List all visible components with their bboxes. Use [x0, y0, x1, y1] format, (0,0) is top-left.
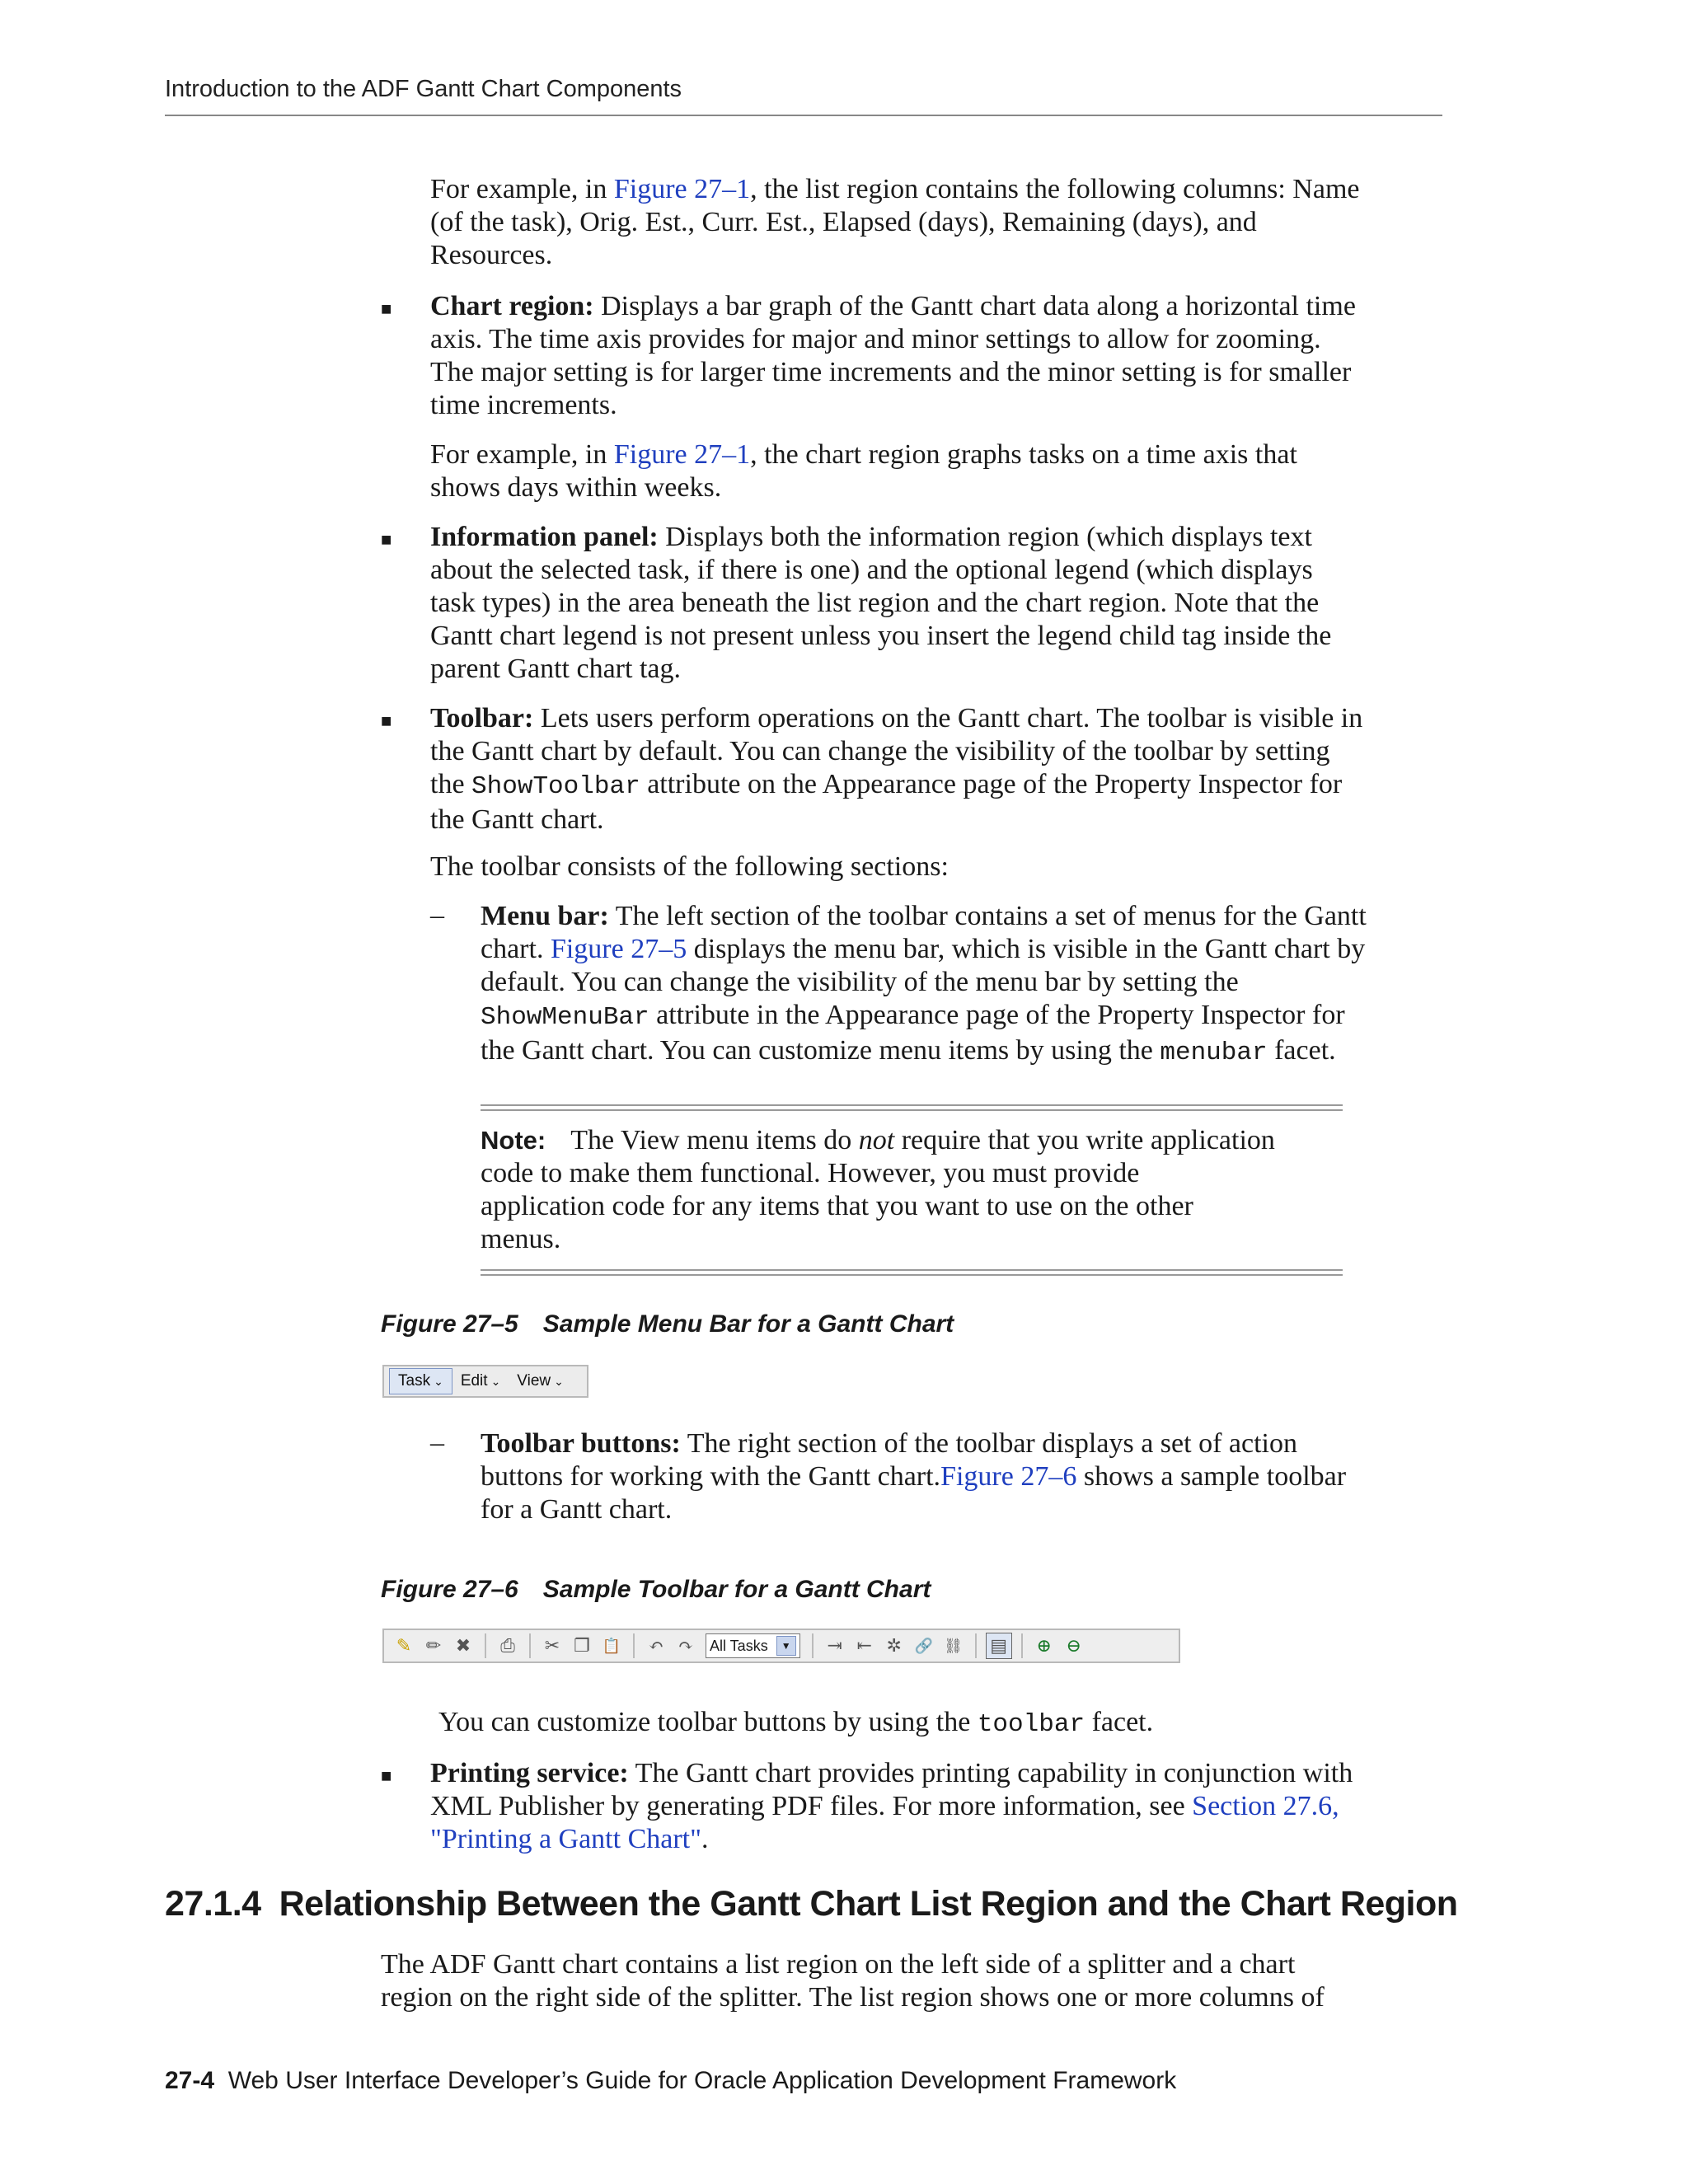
- print-icon[interactable]: ⎙: [500, 1635, 515, 1656]
- text: Displays a bar graph of the Gantt chart data along a horizontal time: [593, 291, 1356, 321]
- zoom-out-icon[interactable]: ⊖: [1066, 1635, 1081, 1656]
- cut-icon[interactable]: ✂: [544, 1635, 560, 1656]
- edit-icon[interactable]: ✏: [425, 1635, 442, 1656]
- indent-icon[interactable]: ⇥: [827, 1635, 842, 1656]
- text: , the list region contains the following columns: Name: [750, 174, 1360, 204]
- header-rule: [165, 115, 1442, 116]
- text: For example, in: [430, 174, 614, 204]
- note-box: [481, 1124, 1343, 1256]
- book-title: Web User Interface Developer’s Guide for Oracle Application Development Framework: [227, 2067, 1177, 2094]
- split-task-icon[interactable]: ✲: [886, 1635, 902, 1656]
- text: facet.: [1085, 1707, 1154, 1737]
- text: For example, in: [430, 439, 614, 470]
- note-rule-bottom: [481, 1269, 1343, 1271]
- intro-paragraph: [430, 173, 1444, 272]
- chart-region-item: [430, 290, 1444, 422]
- text: XML Publisher by generating PDF files. For more information, see: [430, 1791, 1193, 1821]
- toolbar-sections-text: The toolbar consists of the following sections:: [430, 851, 949, 882]
- text: the Gantt chart.: [430, 804, 604, 835]
- paste-icon[interactable]: 📋: [602, 1637, 621, 1654]
- text: about the selected task, if there is one) and the optional legend (which displays: [430, 555, 1313, 585]
- text: The Gantt chart provides printing capability in conjunction with: [628, 1758, 1353, 1788]
- unlink-icon[interactable]: ⛓: [944, 1637, 964, 1654]
- text: task types) in the area beneath the list region and the chart region. Note that the: [430, 588, 1320, 618]
- chevron-down-icon: ⌄: [434, 1374, 443, 1388]
- link-figure-27-5[interactable]: Figure 27–5: [550, 934, 687, 964]
- dash-marker: –: [430, 1427, 444, 1458]
- outdent-icon[interactable]: ⇤: [856, 1635, 872, 1656]
- bullet-icon: ■: [381, 529, 392, 550]
- figure-caption: [381, 1576, 931, 1604]
- text: Gantt chart legend is not present unless you insert the legend child tag inside the: [430, 621, 1332, 651]
- bullet-icon: ■: [381, 710, 392, 731]
- text: time increments.: [430, 390, 617, 420]
- zoom-in-icon[interactable]: ⊕: [1036, 1635, 1052, 1656]
- code: menubar: [1160, 1038, 1268, 1067]
- item-title: Information panel:: [430, 522, 659, 552]
- text: , the chart region graphs tasks on a time axis that: [750, 439, 1297, 470]
- text: The ADF Gantt chart contains a list region on the left side of a splitter and a chart: [381, 1949, 1296, 1980]
- text: You can customize toolbar buttons by using the: [438, 1707, 978, 1737]
- text: displays the menu bar, which is visible in the Gantt chart by: [687, 934, 1366, 964]
- running-header: Introduction to the ADF Gantt Chart Components: [165, 76, 682, 102]
- code: ShowToolbar: [471, 772, 640, 801]
- item-title: Chart region:: [430, 291, 594, 321]
- item-title: Toolbar:: [430, 703, 534, 733]
- text: region on the right side of the splitter. The list region shows one or more columns of: [381, 1982, 1325, 2013]
- item-title: Toolbar buttons:: [481, 1428, 681, 1459]
- menu-label: Edit: [460, 1372, 488, 1390]
- copy-icon[interactable]: ❐: [574, 1635, 590, 1656]
- section-paragraph: [381, 1948, 1444, 2014]
- customize-toolbar-text: [438, 1706, 1153, 1741]
- toolbar-item: [430, 702, 1444, 837]
- text: Resources.: [430, 240, 553, 270]
- dash-marker: –: [430, 900, 444, 930]
- text: Displays both the information region (which displays text: [658, 522, 1312, 552]
- code: toolbar: [977, 1710, 1085, 1739]
- emphasis: not: [858, 1125, 895, 1155]
- text: The right section of the toolbar displays a set of action: [680, 1428, 1297, 1459]
- page-footer: [165, 2067, 1176, 2095]
- menu-task[interactable]: [389, 1368, 452, 1394]
- link-figure-27-1[interactable]: Figure 27–1: [613, 439, 751, 470]
- link-printing-gantt-chart[interactable]: "Printing a Gantt Chart": [430, 1824, 701, 1854]
- text: The major setting is for larger time increments and the minor setting is for smaller: [430, 357, 1352, 387]
- properties-icon[interactable]: ▤: [986, 1633, 1012, 1659]
- chart-region-example: [430, 438, 1444, 504]
- task-filter-select[interactable]: [706, 1633, 800, 1658]
- figure-title: Sample Menu Bar for a Gantt Chart: [542, 1310, 954, 1338]
- text: buttons for working with the Gantt chart.: [481, 1461, 941, 1492]
- printing-service-item: [430, 1757, 1444, 1856]
- figure-number: Figure 27–6: [381, 1576, 518, 1603]
- menu-label: Task: [398, 1372, 431, 1390]
- new-task-icon[interactable]: ✎: [396, 1635, 412, 1656]
- toolbar-separator: [812, 1633, 814, 1658]
- text: menus.: [481, 1224, 561, 1254]
- text: The left section of the toolbar contains a set of menus for the Gantt: [608, 901, 1367, 931]
- bullet-icon: ■: [381, 1765, 392, 1786]
- toolbar-separator: [975, 1633, 977, 1658]
- toolbar-separator: [485, 1633, 486, 1658]
- item-title: Menu bar:: [481, 901, 609, 931]
- text: application code for any items that you want to use on the other: [481, 1191, 1193, 1221]
- menu-label: View: [517, 1372, 551, 1390]
- text: (of the task), Orig. Est., Curr. Est., Elapsed (days), Remaining (days), and: [430, 207, 1257, 237]
- toolbar-separator: [529, 1633, 531, 1658]
- select-value: All Tasks: [710, 1637, 768, 1654]
- section-number: 27.1.4: [165, 1884, 261, 1924]
- text: chart.: [481, 934, 551, 964]
- section-heading: [165, 1884, 1458, 1924]
- chevron-down-icon: ⌄: [554, 1374, 564, 1388]
- text: for a Gantt chart.: [481, 1494, 673, 1525]
- text: the: [430, 769, 472, 799]
- text: parent Gantt chart tag.: [430, 654, 681, 684]
- page-number: 27-4: [165, 2067, 215, 2094]
- sample-menu-bar: [382, 1365, 588, 1398]
- figure-title: Sample Toolbar for a Gantt Chart: [542, 1576, 931, 1603]
- text: Lets users perform operations on the Gantt chart. The toolbar is visible in: [533, 703, 1363, 733]
- delete-icon[interactable]: ✖: [455, 1635, 471, 1656]
- note-label: Note:: [481, 1126, 546, 1155]
- link-figure-27-6[interactable]: Figure 27–6: [940, 1461, 1077, 1492]
- text: facet.: [1267, 1035, 1336, 1066]
- figure-caption: [381, 1310, 954, 1338]
- link-section-27-6[interactable]: Section 27.6,: [1192, 1791, 1339, 1821]
- link-icon[interactable]: 🔗: [914, 1637, 933, 1654]
- figure-number: Figure 27–5: [381, 1310, 518, 1338]
- text: attribute in the Appearance page of the Property Inspector for: [649, 1000, 1345, 1030]
- menu-bar-item: [481, 900, 1445, 1070]
- bullet-icon: ■: [381, 298, 392, 319]
- toolbar-separator: [1021, 1633, 1023, 1658]
- redo-icon[interactable]: ↷: [678, 1635, 694, 1656]
- menu-edit[interactable]: [452, 1369, 509, 1394]
- text: .: [701, 1824, 709, 1854]
- text: require that you write application: [894, 1125, 1275, 1155]
- chevron-down-icon: ▼: [776, 1636, 796, 1656]
- text: code to make them functional. However, you must provide: [481, 1158, 1140, 1188]
- toolbar-buttons-item: [481, 1427, 1445, 1526]
- text: shows days within weeks.: [430, 472, 722, 503]
- item-title: Printing service:: [430, 1758, 629, 1788]
- note-rule-top: [481, 1109, 1343, 1111]
- link-figure-27-1[interactable]: Figure 27–1: [613, 174, 751, 204]
- text: axis. The time axis provides for major and minor settings to allow for zooming.: [430, 324, 1321, 354]
- undo-icon[interactable]: ↶: [648, 1635, 664, 1656]
- text: attribute on the Appearance page of the Property Inspector for: [640, 769, 1343, 799]
- chevron-down-icon: ⌄: [490, 1374, 501, 1388]
- text: default. You can change the visibility of the menu bar by setting the: [481, 967, 1239, 997]
- text: the Gantt chart by default. You can change the visibility of the toolbar by setting: [430, 736, 1330, 766]
- information-panel-item: [430, 521, 1444, 686]
- code: ShowMenuBar: [481, 1003, 649, 1032]
- note-rule-bottom: [481, 1274, 1343, 1276]
- section-title: Relationship Between the Gantt Chart List Region and the Chart Region: [279, 1884, 1458, 1924]
- menu-view[interactable]: [509, 1369, 572, 1394]
- note-rule-top: [481, 1104, 1343, 1106]
- sample-toolbar: [382, 1629, 1180, 1663]
- text: the Gantt chart. You can customize menu items by using the: [481, 1035, 1160, 1066]
- text: shows a sample toolbar: [1076, 1461, 1347, 1492]
- toolbar-separator: [633, 1633, 635, 1658]
- text: The View menu items do: [570, 1125, 859, 1155]
